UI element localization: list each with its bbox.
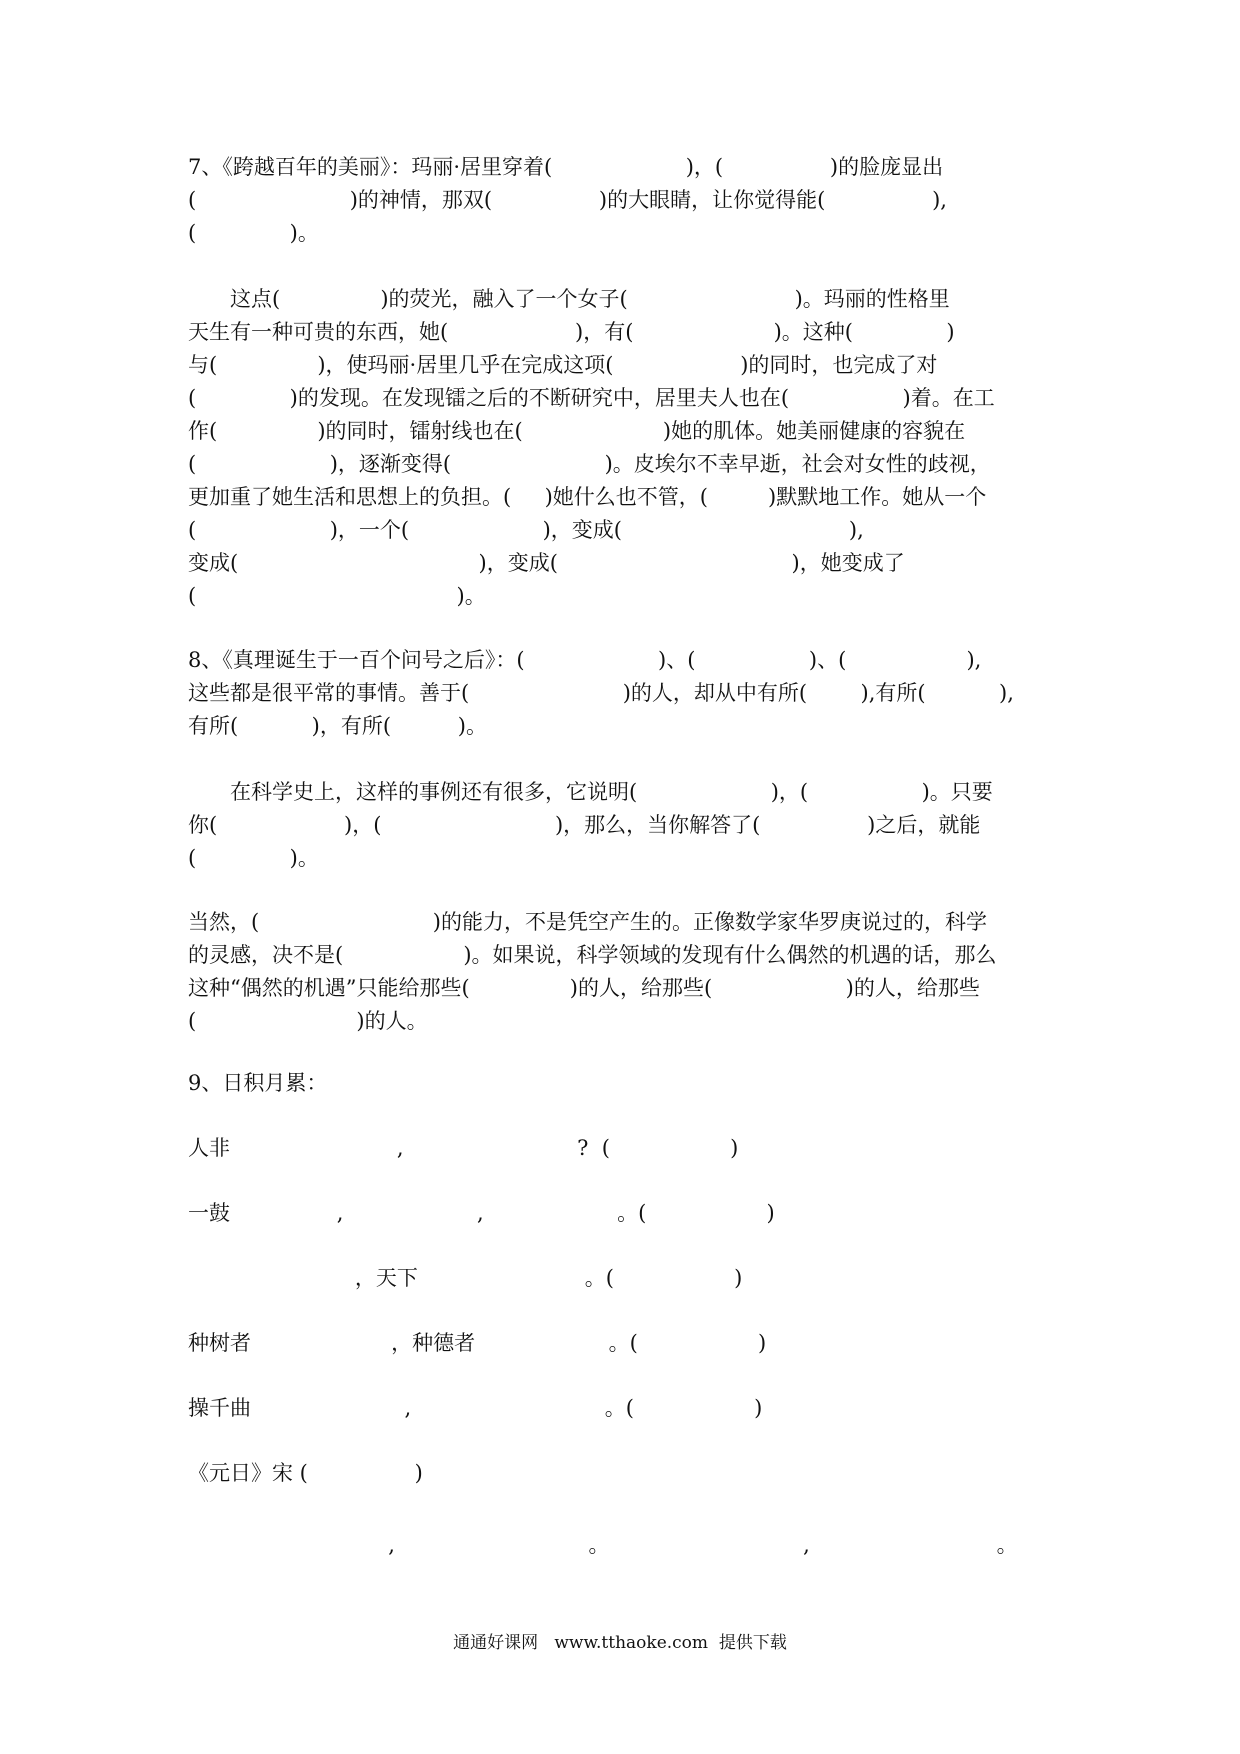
q7-line-2: ( )的神情，那双( )的大眼睛，让你觉得能( ), xyxy=(188,188,947,212)
q9-line: 人非 , ? ( ) xyxy=(188,1136,739,1160)
q8-paragraph-line: ( )的人。 xyxy=(188,1009,428,1033)
q8-paragraph-line: ( )。 xyxy=(188,846,319,870)
q7-paragraph-line: 作( )的同时，镭射线也在( )她的肌体。她美丽健康的容貌在 xyxy=(188,419,966,443)
q9-line: 种树者 ，种德者 。( ) xyxy=(188,1331,767,1355)
q7-paragraph-line: 更加重了她生活和思想上的负担。( )她什么也不管，( )默默地工作。她从一个 xyxy=(188,485,987,509)
q9-line: 一鼓 , , 。( ) xyxy=(188,1201,775,1225)
q7-paragraph-line: 天生有一种可贵的东西，她( )，有( )。这种( ) xyxy=(188,320,955,344)
q9-line: ，天下 。( ) xyxy=(188,1266,743,1290)
q8-paragraph-line: 你( )，( )，那么，当你解答了( )之后，就能 xyxy=(188,813,981,837)
q9-line: 《元日》宋 ( ) xyxy=(188,1461,423,1485)
q9-title: 9、日积月累： xyxy=(188,1071,328,1095)
q8-paragraph-line: 这种“偶然的机遇”只能给那些( )的人，给那些( )的人，给那些 xyxy=(188,976,980,1000)
q8-paragraph-line: 的灵感，决不是( )。如果说，科学领域的发现有什么偶然的机遇的话，那么 xyxy=(188,943,997,967)
q7-paragraph-line: ( )，一个( )，变成( ), xyxy=(188,518,864,542)
q7-line-1: 7、《跨越百年的美丽》：玛丽·居里穿着( )，( )的脸庞显出 xyxy=(188,155,944,179)
q7-paragraph-line: ( )的发现。在发现镭之后的不断研究中，居里夫人也在( )着。在工 xyxy=(188,386,995,410)
q9-line: , 。 , 。 xyxy=(188,1533,1018,1557)
q8-line-1: 8、《真理诞生于一百个问号之后》：( )、( )、( ), xyxy=(188,648,982,672)
footer-text: 通通好课网 www.tthaoke.com 提供下载 xyxy=(453,1633,787,1653)
q8-paragraph-line: 在科学史上，这样的事例还有很多，它说明( )，( )。只要 xyxy=(230,780,993,804)
q7-paragraph-line: 变成( )，变成( )，她变成了 xyxy=(188,551,905,575)
q8-line-3: 有所( )，有所( )。 xyxy=(188,714,487,738)
q9-line: 操千曲 , 。( ) xyxy=(188,1396,763,1420)
q7-paragraph-line: 这点( )的荧光，融入了一个女子( )。玛丽的性格里 xyxy=(230,287,950,311)
q7-paragraph-line: ( )，逐渐变得( )。皮埃尔不幸早逝，社会对女性的歧视， xyxy=(188,452,991,476)
q7-paragraph-line: 与( )，使玛丽·居里几乎在完成这项( )的同时，也完成了对 xyxy=(188,353,938,377)
q7-paragraph-line: ( )。 xyxy=(188,584,486,608)
q8-line-2: 这些都是很平常的事情。善于( )的人，却从中有所( ),有所( ), xyxy=(188,681,1014,705)
q8-paragraph-line: 当然，( )的能力，不是凭空产生的。正像数学家华罗庚说过的，科学 xyxy=(188,910,987,934)
q7-line-3: ( )。 xyxy=(188,221,319,245)
